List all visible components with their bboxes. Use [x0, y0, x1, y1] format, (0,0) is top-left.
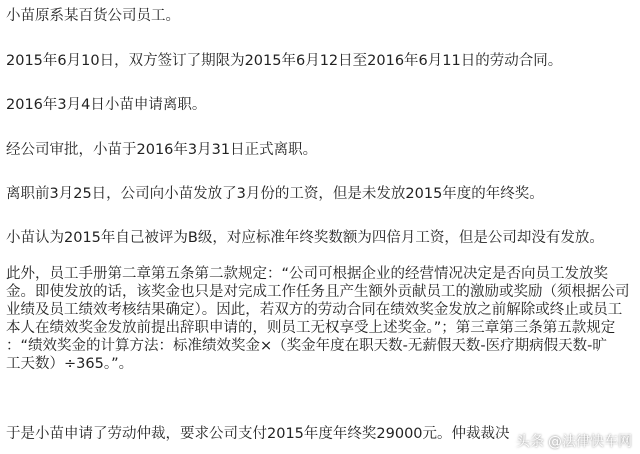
paragraph-7-line-6: 工天数）÷365。”。 [6, 356, 134, 372]
paragraph-7-line-5: ：“绩效奖金的计算方法：标准绩效奖金×（奖金年度在职天数-无薪假天数-医疗期病假天数-旷 [6, 338, 607, 354]
paragraph-7-line-4: 本人在绩效奖金发放前提出辞职申请的，则员工无权享受上述奖金。”；第三章第三条第五款规定 [6, 320, 616, 336]
paragraph-6: 小苗认为2015年自己被评为B级，对应标准年终奖数额为四倍月工资，但是公司却没有发放。 [6, 230, 604, 246]
paragraph-7-line-1: 此外，员工手册第二章第五条第二款规定：“公司可根据企业的经营情况决定是否向员工发放奖 [6, 266, 609, 282]
paragraph-3: 2016年3月4日小苗申请离职。 [6, 97, 207, 113]
paragraph-7 [6, 265, 630, 373]
watermark-text: @法律快车网 [548, 434, 632, 450]
watermark [516, 431, 632, 451]
paragraph-1: 小苗原系某百货公司员工。 [6, 8, 180, 24]
watermark-logo: 头条 [516, 434, 544, 450]
paragraph-7-line-2: 金。即使发放的话，该奖金也只是对完成工作任务且产生额外贡献员工的激励或奖励（须根据公司 [6, 284, 630, 300]
paragraph-2: 2015年6月10日，双方签订了期限为2015年6月12日至2016年6月11日的劳动合同。 [6, 53, 563, 69]
paragraph-5: 离职前3月25日，公司向小苗发放了3月份的工资，但是未发放2015年度的年终奖。 [6, 186, 544, 202]
paragraph-7-line-3: 业绩及员工绩效考核结果确定）。因此，若双方的劳动合同在绩效奖金发放之前解除或终止或员工 [6, 302, 623, 318]
paragraph-8: 于是小苗申请了劳动仲裁，要求公司支付2015年度年终奖29000元。仲裁裁决 [6, 426, 510, 442]
paragraph-4: 经公司审批，小苗于2016年3月31日正式离职。 [6, 142, 318, 158]
